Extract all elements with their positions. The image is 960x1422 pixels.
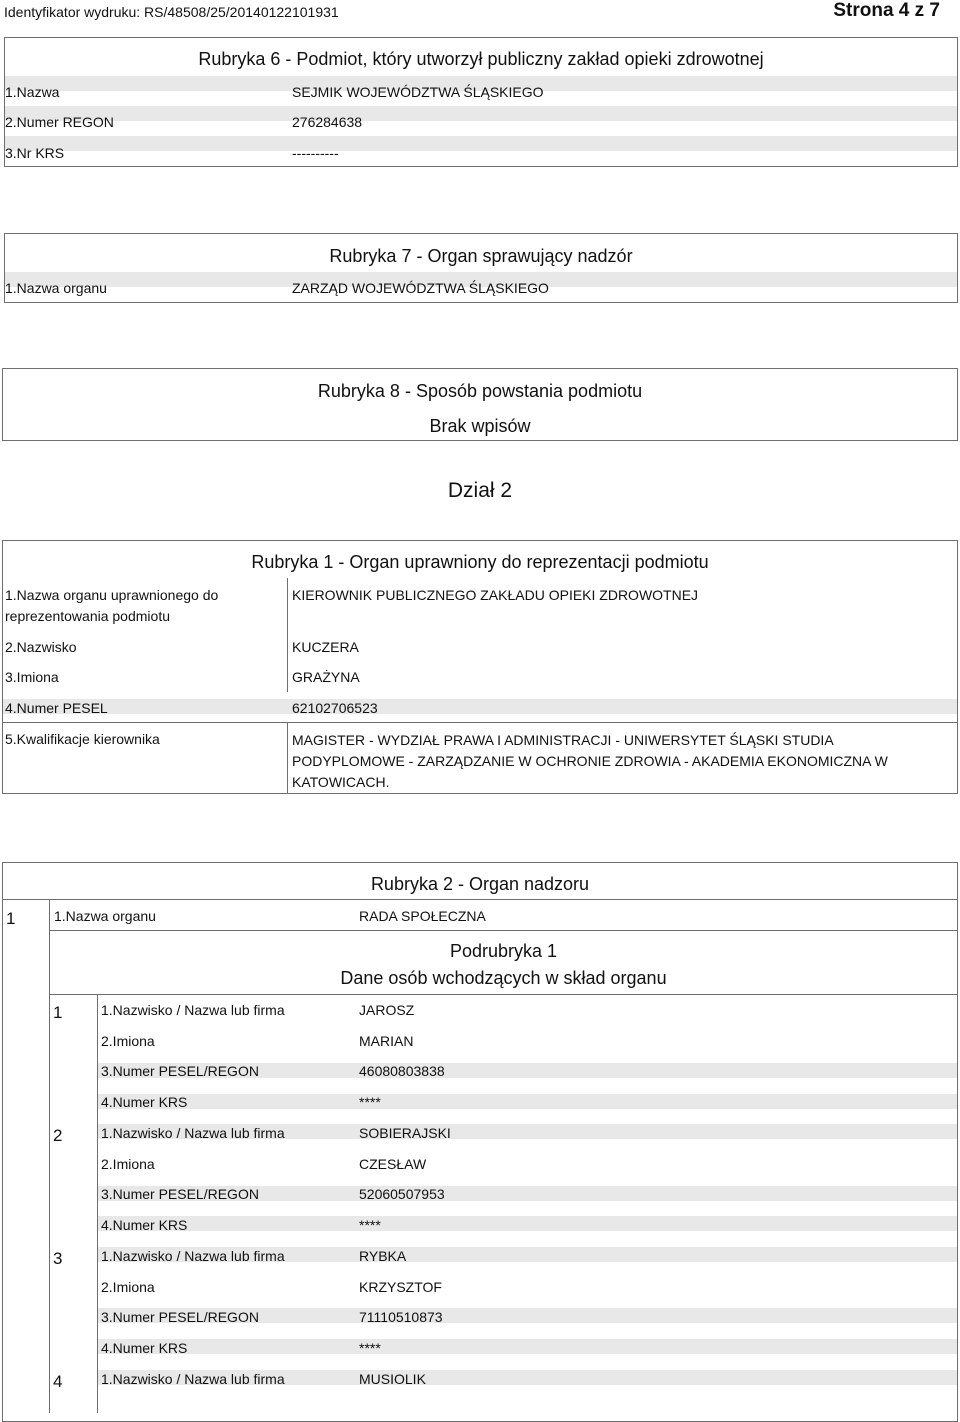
- section-heading-dzial-2: Dział 2: [447, 479, 513, 502]
- person-value: MARIAN: [359, 1033, 414, 1049]
- d2r2-label-organ: 1.Nazwa organu: [54, 908, 156, 924]
- person-value: SOBIERAJSKI: [359, 1125, 451, 1141]
- rubryka-8-empty: Brak wpisów: [429, 416, 531, 436]
- r6-value-nazwa: SEJMIK WOJEWÓDZTWA ŚLĄSKIEGO: [292, 84, 544, 100]
- d2r1-label-pesel: 4.Numer PESEL: [5, 700, 108, 716]
- r6-value-krs: ----------: [292, 145, 339, 161]
- person-number: 2: [53, 1126, 63, 1145]
- person-label: 3.Numer PESEL/REGON: [101, 1063, 259, 1079]
- d2r1-value-organ: KIEROWNIK PUBLICZNEGO ZAKŁADU OPIEKI ZDROWOTNEJ: [292, 587, 699, 603]
- person-label: 1.Nazwisko / Nazwa lub firma: [101, 1125, 285, 1141]
- d2r1-value-qualifications: MAGISTER - WYDZIAŁ PRAWA I ADMINISTRACJI - UNIWERSYTET ŚLĄSKI STUDIA PODYPLOMOWE - ZARZĄDZANIE W OCHRONIE ZDROWIA - AKADEMIA EKONOMICZNA W KATOWICACH.: [292, 732, 888, 790]
- r6-label-krs: 3.Nr KRS: [5, 145, 65, 161]
- print-identifier: Identyfikator wydruku: RS/48508/25/20140122101931: [4, 4, 339, 20]
- d2-rubryka-1-title: Rubryka 1 - Organ uprawniony do reprezentacji podmiotu: [251, 552, 709, 572]
- rubryka-8-title: Rubryka 8 - Sposób powstania podmiotu: [317, 381, 643, 401]
- person-label: 4.Numer KRS: [101, 1340, 188, 1356]
- d2r1-label-qualifications: 5.Kwalifikacje kierownika: [5, 731, 160, 747]
- person-value: 71110510873: [359, 1309, 443, 1325]
- podrubryka-title: Podrubryka 1: [449, 941, 558, 961]
- person-value: 46080803838: [359, 1063, 445, 1079]
- podrubryka-subtitle: Dane osób wchodzących w skład organu: [340, 968, 667, 988]
- person-number: 3: [53, 1249, 63, 1268]
- person-label: 1.Nazwisko / Nazwa lub firma: [101, 1002, 285, 1018]
- rubryka-6-title: Rubryka 6 - Podmiot, który utworzył publiczny zakład opieki zdrowotnej: [198, 49, 764, 69]
- person-value: ****: [359, 1340, 381, 1356]
- person-label: 2.Imiona: [101, 1279, 155, 1295]
- d2r1-label-names: 3.Imiona: [5, 669, 59, 685]
- person-value: CZESŁAW: [359, 1156, 427, 1172]
- r6-label-nazwa: 1.Nazwa: [5, 84, 60, 100]
- person-number: 1: [53, 1003, 63, 1022]
- person-value: ****: [359, 1094, 381, 1110]
- person-label: 4.Numer KRS: [101, 1217, 188, 1233]
- person-value: MUSIOLIK: [359, 1371, 426, 1387]
- d2r2-value-organ: RADA SPOŁECZNA: [359, 908, 486, 924]
- person-label: 3.Numer PESEL/REGON: [101, 1309, 259, 1325]
- person-value: RYBKA: [359, 1248, 407, 1264]
- r6-value-regon: 276284638: [292, 114, 363, 130]
- person-label: 2.Imiona: [101, 1033, 155, 1049]
- person-value: JAROSZ: [359, 1002, 415, 1018]
- person-label: 4.Numer KRS: [101, 1094, 188, 1110]
- person-number: 4: [53, 1372, 63, 1391]
- d2r1-value-names: GRAŻYNA: [292, 669, 360, 685]
- rubryka-7-title: Rubryka 7 - Organ sprawujący nadzór: [329, 246, 633, 266]
- d2r1-value-surname: KUCZERA: [292, 639, 359, 655]
- person-label: 3.Numer PESEL/REGON: [101, 1186, 259, 1202]
- d2-rubryka-2-title: Rubryka 2 - Organ nadzoru: [370, 874, 590, 894]
- d2r1-value-pesel: 62102706523: [292, 700, 378, 716]
- person-value: 52060507953: [359, 1186, 445, 1202]
- person-label: 1.Nazwisko / Nazwa lub firma: [101, 1248, 285, 1264]
- person-value: ****: [359, 1217, 381, 1233]
- r6-label-regon: 2.Numer REGON: [5, 114, 114, 130]
- r7-label-organ: 1.Nazwa organu: [5, 280, 107, 296]
- person-label: 2.Imiona: [101, 1156, 155, 1172]
- d2r1-label-surname: 2.Nazwisko: [5, 639, 77, 655]
- page-number: Strona 4 z 7: [833, 0, 940, 21]
- d2r1-label-organ: 1.Nazwa organu uprawnionego do reprezentowania podmiotu: [5, 587, 219, 624]
- d2r2-entry-number: 1: [6, 909, 16, 928]
- person-value: KRZYSZTOF: [359, 1279, 442, 1295]
- person-label: 1.Nazwisko / Nazwa lub firma: [101, 1371, 285, 1387]
- r7-value-organ: ZARZĄD WOJEWÓDZTWA ŚLĄSKIEGO: [292, 280, 549, 296]
